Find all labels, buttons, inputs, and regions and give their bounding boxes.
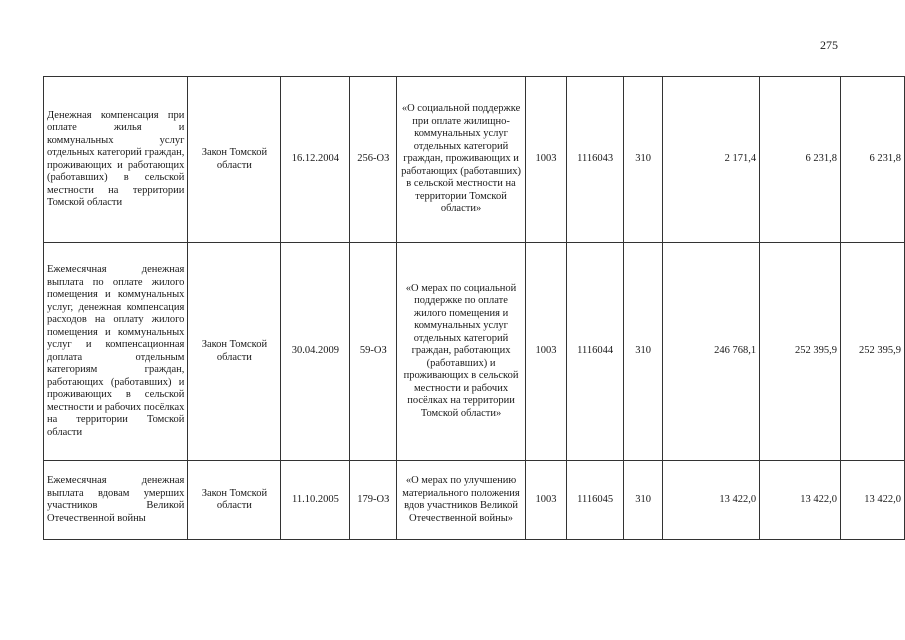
law-title-cell: «О мерах по социальной поддержке по оплате жилого помещения и коммунальных услуг отдельных категорий граждан, работающих (работавших) и проживающих в сельской местности и рабочих посёлках на территории Томской области»: [397, 243, 526, 461]
expense-type-cell: 310: [624, 461, 663, 540]
expense-name-cell: Ежемесячная денежная выплата вдовам умерших участников Великой Отечественной войны: [44, 461, 188, 540]
law-type-cell: Закон Томской области: [188, 243, 281, 461]
amount-1-cell: 246 768,1: [663, 243, 760, 461]
section-code-cell: 1003: [525, 461, 566, 540]
amount-3-cell: 13 422,0: [840, 461, 904, 540]
expense-type-cell: 310: [624, 77, 663, 243]
expense-name-cell: Ежемесячная денежная выплата по оплате жилого помещения и коммунальных услуг, денежная компенсация расходов на оплату жилого помещения и коммунальных услуг и компенсационная доплата отдельным категориям граждан, работающих (работавших) и проживающих в сельской местности и рабочих посёлках на территории Томской области: [44, 243, 188, 461]
page-number: 275: [820, 38, 838, 52]
law-title-cell: «О мерах по улучшению материального положения вдов участников Великой Отечественной войны»: [397, 461, 526, 540]
target-article-cell: 1116044: [567, 243, 624, 461]
law-title-cell: «О социальной поддержке при оплате жилищно-коммунальных услуг отдельных категорий граждан, проживающих и работающих (работавших) в сельской местности на территории Томской области»: [397, 77, 526, 243]
section-code-cell: 1003: [525, 77, 566, 243]
target-article-cell: 1116043: [567, 77, 624, 243]
law-type-cell: Закон Томской области: [188, 77, 281, 243]
amount-3-cell: 252 395,9: [840, 243, 904, 461]
law-number-cell: 59-ОЗ: [350, 243, 397, 461]
law-date-cell: 11.10.2005: [281, 461, 350, 540]
law-date-cell: 30.04.2009: [281, 243, 350, 461]
expense-name-cell: Денежная компенсация при оплате жилья и коммунальных услуг отдельных категорий граждан, проживающих и работающих (работавших) в сельской местности на территории Томской области: [44, 77, 188, 243]
law-number-cell: 256-ОЗ: [350, 77, 397, 243]
amount-3-cell: 6 231,8: [840, 77, 904, 243]
budget-table: [43, 76, 905, 540]
expense-type-cell: 310: [624, 243, 663, 461]
amount-1-cell: 13 422,0: [663, 461, 760, 540]
table-row: [44, 461, 905, 540]
target-article-cell: 1116045: [567, 461, 624, 540]
law-type-cell: Закон Томской области: [188, 461, 281, 540]
amount-1-cell: 2 171,4: [663, 77, 760, 243]
amount-2-cell: 13 422,0: [760, 461, 841, 540]
law-number-cell: 179-ОЗ: [350, 461, 397, 540]
table-row: [44, 243, 905, 461]
table-row: [44, 77, 905, 243]
amount-2-cell: 252 395,9: [760, 243, 841, 461]
law-date-cell: 16.12.2004: [281, 77, 350, 243]
section-code-cell: 1003: [525, 243, 566, 461]
amount-2-cell: 6 231,8: [760, 77, 841, 243]
